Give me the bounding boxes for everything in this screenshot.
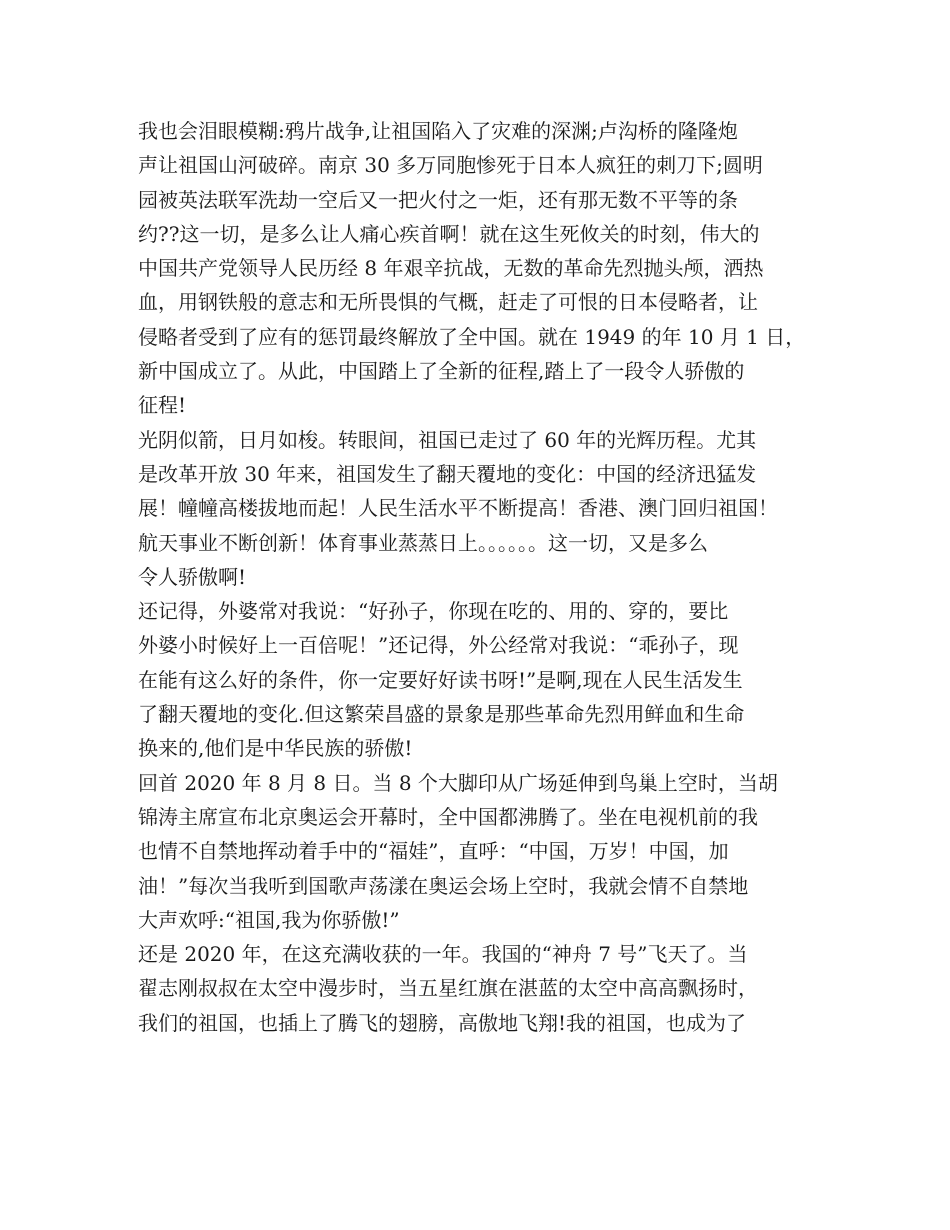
text-line: 翟志刚叔叔在太空中漫步时，当五星红旗在湛蓝的太空中高高飘扬时， [138, 976, 758, 1001]
text-line: 约??这一切，是多么让人痛心疾首啊！就在这生死攸关的时刻，伟大的 [138, 221, 760, 246]
text-line: 侵略者受到了应有的惩罚最终解放了全中国。就在 1949 的年 10 月 1 日， [138, 324, 806, 349]
document-body-text [138, 114, 838, 1040]
text-line: 大声欢呼:“祖国,我为你骄傲!” [138, 907, 400, 932]
text-line: 血，用钢铁般的意志和无所畏惧的气概，赶走了可恨的日本侵略者，让 [138, 290, 758, 315]
text-line: 了翻天覆地的变化.但这繁荣昌盛的景象是那些革命先烈用鲜血和生命 [138, 702, 745, 727]
text-line: 展！幢幢高楼拔地而起！人民生活水平不断提高！香港、澳门回归祖国！ [138, 496, 778, 521]
text-line: 征程! [138, 393, 187, 418]
text-line: 声让祖国山河破碎。南京 30 多万同胞惨死于日本人疯狂的刺刀下;圆明 [138, 153, 763, 178]
text-line: 是改革开放 30 年来，祖国发生了翻天覆地的变化：中国的经济迅猛发 [138, 461, 757, 486]
text-line: 园被英法联军洗劫一空后又一把火付之一炬，还有那无数不平等的条 [138, 187, 738, 212]
text-line: 我也会泪眼模糊:鸦片战争,让祖国陷入了灾难的深渊;卢沟桥的隆隆炮 [138, 119, 738, 143]
text-line: 还记得，外婆常对我说：“好孙子，你现在吃的、用的、穿的，要比 [138, 599, 729, 624]
text-line: 回首 2020 年 8 月 8 日。当 8 个大脚印从广场延伸到鸟巢上空时，当胡 [138, 770, 778, 795]
text-line: 光阴似箭，日月如梭。转眼间，祖国已走过了 60 年的光辉历程。尤其 [138, 427, 757, 452]
text-line: 也情不自禁地挥动着手中的“福娃”，直呼：“中国，万岁！中国，加 [138, 839, 729, 864]
text-line: 油！”每次当我听到国歌声荡漾在奥运会场上空时，我就会情不自禁地 [138, 873, 749, 898]
text-line: 外婆小时候好上一百倍呢！”还记得，外公经常对我说：“乖孙子，现 [138, 633, 739, 658]
text-line: 航天事业不断创新！体育事业蒸蒸日上。。。。。。这一切，又是多么 [138, 530, 708, 555]
text-line: 换来的,他们是中华民族的骄傲! [138, 736, 413, 761]
text-line: 在能有这么好的条件，你一定要好好读书呀!”是啊,现在人民生活发生 [138, 667, 743, 692]
text-line: 令人骄傲啊! [138, 564, 247, 589]
text-line: 还是 2020 年，在这充满收获的一年。我国的“神舟 7 号”飞天了。当 [138, 942, 748, 967]
text-line: 中国共产党领导人民历经 8 年艰辛抗战，无数的革命先烈抛头颅，洒热 [138, 256, 764, 281]
text-line: 新中国成立了。从此，中国踏上了全新的征程,踏上了一段令人骄傲的 [138, 359, 745, 384]
text-line: 我们的祖国，也插上了腾飞的翅膀，高傲地飞翔!我的祖国，也成为了 [138, 1010, 747, 1035]
text-line: 锦涛主席宣布北京奥运会开幕时，全中国都沸腾了。坐在电视机前的我 [138, 804, 758, 829]
